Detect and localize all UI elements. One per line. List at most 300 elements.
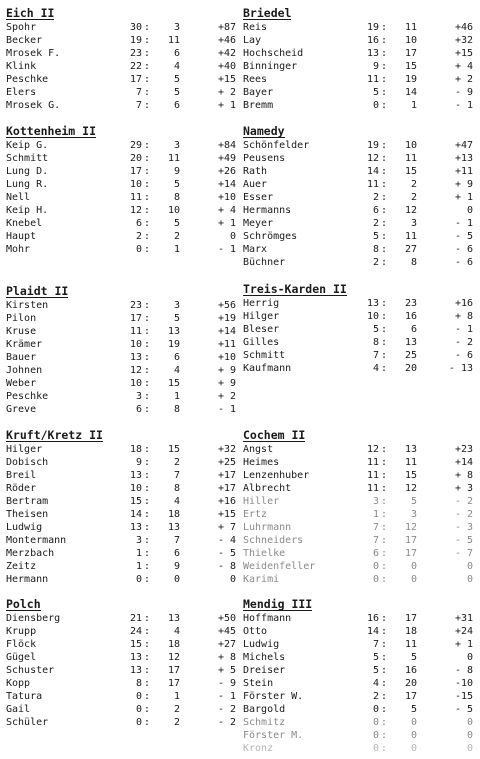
score-separator: : xyxy=(381,100,388,111)
player-row xyxy=(6,612,236,625)
score-separator: : xyxy=(381,231,388,242)
player-name: Ludwig xyxy=(243,639,280,650)
player-row xyxy=(6,534,236,547)
player-row xyxy=(6,547,236,560)
player-name: Stein xyxy=(243,678,274,689)
player-row xyxy=(243,742,473,755)
point-difference: + 8 xyxy=(454,470,473,481)
games-lost: 8 xyxy=(173,404,180,415)
point-difference: + 4 xyxy=(454,61,473,72)
games-won: 7 xyxy=(372,522,379,533)
games-won: 0 xyxy=(135,691,142,702)
player-row xyxy=(6,191,236,204)
point-difference: - 8 xyxy=(454,665,473,676)
player-row xyxy=(243,349,473,362)
games-lost: 2 xyxy=(173,231,180,242)
player-name: Röder xyxy=(6,483,37,494)
score-separator: : xyxy=(144,100,151,111)
point-difference: 0 xyxy=(229,574,236,585)
team-title: Plaidt II xyxy=(6,284,69,298)
score-separator: : xyxy=(144,339,151,350)
point-difference: + 4 xyxy=(217,205,236,216)
games-won: 13 xyxy=(129,470,142,481)
point-difference: +45 xyxy=(217,626,236,637)
point-difference: 0 xyxy=(466,205,473,216)
score-separator: : xyxy=(144,365,151,376)
point-difference: +16 xyxy=(454,298,473,309)
player-row xyxy=(243,456,473,469)
games-lost: 5 xyxy=(410,652,417,663)
point-difference: +14 xyxy=(217,326,236,337)
player-name: Heimes xyxy=(243,457,280,468)
player-name: Bremm xyxy=(243,100,274,111)
player-row xyxy=(243,99,473,112)
games-lost: 6 xyxy=(173,352,180,363)
point-difference: +24 xyxy=(454,626,473,637)
games-lost: 4 xyxy=(173,626,180,637)
games-lost: 18 xyxy=(404,626,417,637)
games-lost: 5 xyxy=(410,496,417,507)
point-difference: +49 xyxy=(217,153,236,164)
player-name: Büchner xyxy=(243,257,286,268)
player-row xyxy=(6,47,236,60)
games-won: 10 xyxy=(129,483,142,494)
games-won: 15 xyxy=(129,496,142,507)
score-separator: : xyxy=(144,179,151,190)
games-lost: 15 xyxy=(404,166,417,177)
score-separator: : xyxy=(144,231,151,242)
point-difference: +26 xyxy=(217,166,236,177)
score-separator: : xyxy=(144,561,151,572)
score-separator: : xyxy=(381,561,388,572)
games-lost: 17 xyxy=(404,613,417,624)
player-row xyxy=(243,191,473,204)
player-name: Kronz xyxy=(243,743,274,754)
player-name: Becker xyxy=(6,35,43,46)
games-lost: 19 xyxy=(167,339,180,350)
score-separator: : xyxy=(381,535,388,546)
games-lost: 0 xyxy=(410,574,417,585)
score-separator: : xyxy=(144,300,151,311)
point-difference: +40 xyxy=(217,61,236,72)
player-row xyxy=(6,86,236,99)
player-row xyxy=(243,60,473,73)
score-separator: : xyxy=(144,613,151,624)
score-separator: : xyxy=(144,652,151,663)
player-name: Hochscheid xyxy=(243,48,304,59)
games-won: 30 xyxy=(129,22,142,33)
games-lost: 1 xyxy=(173,691,180,702)
player-row xyxy=(243,21,473,34)
games-won: 2 xyxy=(372,691,379,702)
games-lost: 0 xyxy=(173,574,180,585)
games-lost: 17 xyxy=(404,48,417,59)
games-lost: 20 xyxy=(404,363,417,374)
games-lost: 17 xyxy=(167,665,180,676)
score-separator: : xyxy=(144,574,151,585)
player-row xyxy=(6,573,236,586)
player-name: Meyer xyxy=(243,218,274,229)
team-title: Mendig III xyxy=(243,597,313,611)
games-lost: 6 xyxy=(173,548,180,559)
score-separator: : xyxy=(381,548,388,559)
player-name: Ertz xyxy=(243,509,268,520)
score-separator: : xyxy=(381,61,388,72)
score-separator: : xyxy=(144,717,151,728)
player-row xyxy=(243,34,473,47)
games-lost: 0 xyxy=(410,561,417,572)
score-separator: : xyxy=(381,457,388,468)
point-difference: +87 xyxy=(217,22,236,33)
player-name: Diensberg xyxy=(6,613,61,624)
point-difference: + 9 xyxy=(217,378,236,389)
player-name: Schüler xyxy=(6,717,49,728)
games-won: 7 xyxy=(372,639,379,650)
games-won: 1 xyxy=(372,509,379,520)
score-separator: : xyxy=(144,457,151,468)
player-row xyxy=(243,310,473,323)
player-row xyxy=(243,612,473,625)
player-row xyxy=(6,482,236,495)
games-lost: 0 xyxy=(410,717,417,728)
score-separator: : xyxy=(381,496,388,507)
player-name: Hoffmann xyxy=(243,613,292,624)
games-lost: 8 xyxy=(410,257,417,268)
score-separator: : xyxy=(144,691,151,702)
point-difference: - 2 xyxy=(217,717,236,728)
player-row xyxy=(243,152,473,165)
games-won: 13 xyxy=(366,298,379,309)
games-lost: 12 xyxy=(404,522,417,533)
point-difference: + 2 xyxy=(217,87,236,98)
point-difference: +17 xyxy=(217,470,236,481)
point-difference: +32 xyxy=(454,35,473,46)
player-row xyxy=(243,495,473,508)
games-lost: 11 xyxy=(404,22,417,33)
games-lost: 11 xyxy=(167,35,180,46)
games-lost: 20 xyxy=(404,678,417,689)
games-won: 23 xyxy=(129,300,142,311)
games-lost: 11 xyxy=(167,153,180,164)
games-won: 29 xyxy=(129,140,142,151)
score-separator: : xyxy=(381,363,388,374)
player-name: Flöck xyxy=(6,639,37,650)
score-separator: : xyxy=(144,244,151,255)
player-row xyxy=(243,139,473,152)
score-separator: : xyxy=(381,350,388,361)
point-difference: - 4 xyxy=(217,535,236,546)
games-won: 0 xyxy=(372,730,379,741)
player-row xyxy=(243,638,473,651)
player-row xyxy=(6,325,236,338)
games-lost: 8 xyxy=(173,483,180,494)
score-separator: : xyxy=(144,205,151,216)
score-separator: : xyxy=(381,483,388,494)
player-row xyxy=(6,495,236,508)
score-separator: : xyxy=(144,626,151,637)
player-name: Peschke xyxy=(6,391,49,402)
games-lost: 6 xyxy=(173,100,180,111)
team-title: Kruft/Kretz II xyxy=(6,428,103,442)
player-name: Gügel xyxy=(6,652,37,663)
score-separator: : xyxy=(381,87,388,98)
player-row xyxy=(243,336,473,349)
games-won: 15 xyxy=(129,639,142,650)
games-won: 16 xyxy=(366,35,379,46)
games-won: 2 xyxy=(372,192,379,203)
point-difference: + 8 xyxy=(454,311,473,322)
player-name: Montermann xyxy=(6,535,67,546)
point-difference: -10 xyxy=(454,678,473,689)
score-separator: : xyxy=(381,613,388,624)
point-difference: - 6 xyxy=(454,244,473,255)
player-name: Zeitz xyxy=(6,561,37,572)
games-won: 11 xyxy=(366,483,379,494)
player-row xyxy=(6,152,236,165)
games-lost: 3 xyxy=(173,300,180,311)
score-separator: : xyxy=(381,743,388,754)
score-separator: : xyxy=(381,22,388,33)
games-won: 8 xyxy=(372,337,379,348)
point-difference: +47 xyxy=(454,140,473,151)
player-row xyxy=(6,390,236,403)
team-title: Briedel xyxy=(243,6,292,20)
player-row xyxy=(6,664,236,677)
games-lost: 8 xyxy=(173,192,180,203)
point-difference: +56 xyxy=(217,300,236,311)
score-separator: : xyxy=(144,522,151,533)
player-name: Förster M. xyxy=(243,730,304,741)
player-name: Hilger xyxy=(243,311,280,322)
player-row xyxy=(243,323,473,336)
player-name: Bertram xyxy=(6,496,49,507)
player-row xyxy=(6,60,236,73)
score-separator: : xyxy=(381,244,388,255)
player-name: Klink xyxy=(6,61,37,72)
point-difference: + 7 xyxy=(217,522,236,533)
point-difference: + 5 xyxy=(217,665,236,676)
score-separator: : xyxy=(381,179,388,190)
player-name: Schuster xyxy=(6,665,55,676)
score-separator: : xyxy=(381,337,388,348)
score-separator: : xyxy=(381,74,388,85)
point-difference: + 1 xyxy=(217,100,236,111)
point-difference: - 1 xyxy=(454,100,473,111)
games-won: 10 xyxy=(129,179,142,190)
player-row xyxy=(243,716,473,729)
player-name: Bayer xyxy=(243,87,274,98)
player-row xyxy=(6,178,236,191)
score-separator: : xyxy=(144,61,151,72)
score-separator: : xyxy=(144,218,151,229)
point-difference: +25 xyxy=(217,457,236,468)
point-difference: - 9 xyxy=(217,678,236,689)
player-name: Kopp xyxy=(6,678,31,689)
point-difference: +31 xyxy=(454,613,473,624)
games-lost: 11 xyxy=(404,153,417,164)
player-row xyxy=(243,729,473,742)
point-difference: +11 xyxy=(454,166,473,177)
games-won: 3 xyxy=(135,391,142,402)
point-difference: 0 xyxy=(466,652,473,663)
team-title: Treis-Karden II xyxy=(243,282,347,296)
score-separator: : xyxy=(144,639,151,650)
point-difference: +23 xyxy=(454,444,473,455)
point-difference: - 6 xyxy=(454,350,473,361)
games-lost: 5 xyxy=(173,179,180,190)
games-lost: 5 xyxy=(173,74,180,85)
games-won: 10 xyxy=(129,378,142,389)
games-lost: 16 xyxy=(404,311,417,322)
player-row xyxy=(6,34,236,47)
games-won: 6 xyxy=(135,404,142,415)
games-lost: 7 xyxy=(173,535,180,546)
games-lost: 16 xyxy=(404,665,417,676)
games-won: 14 xyxy=(366,166,379,177)
point-difference: - 9 xyxy=(454,87,473,98)
score-separator: : xyxy=(381,257,388,268)
games-lost: 19 xyxy=(404,74,417,85)
games-won: 7 xyxy=(372,535,379,546)
games-won: 6 xyxy=(372,548,379,559)
score-separator: : xyxy=(144,548,151,559)
games-won: 18 xyxy=(129,444,142,455)
games-lost: 5 xyxy=(173,218,180,229)
games-lost: 17 xyxy=(404,535,417,546)
games-won: 0 xyxy=(135,717,142,728)
player-row xyxy=(6,21,236,34)
games-won: 4 xyxy=(372,363,379,374)
player-row xyxy=(6,204,236,217)
player-name: Ludwig xyxy=(6,522,43,533)
games-lost: 2 xyxy=(173,704,180,715)
player-row xyxy=(6,443,236,456)
player-name: Förster W. xyxy=(243,691,304,702)
games-lost: 2 xyxy=(410,192,417,203)
point-difference: - 5 xyxy=(454,231,473,242)
point-difference: +14 xyxy=(454,457,473,468)
games-won: 7 xyxy=(135,87,142,98)
games-won: 14 xyxy=(129,509,142,520)
player-row xyxy=(243,217,473,230)
player-name: Lung D. xyxy=(6,166,49,177)
player-row xyxy=(243,677,473,690)
score-separator: : xyxy=(381,704,388,715)
score-separator: : xyxy=(381,35,388,46)
score-separator: : xyxy=(144,22,151,33)
point-difference: - 2 xyxy=(454,337,473,348)
games-won: 0 xyxy=(372,704,379,715)
games-lost: 13 xyxy=(404,444,417,455)
player-name: Marx xyxy=(243,244,268,255)
player-name: Bleser xyxy=(243,324,280,335)
player-name: Gail xyxy=(6,704,31,715)
games-lost: 13 xyxy=(167,326,180,337)
point-difference: - 1 xyxy=(217,691,236,702)
score-separator: : xyxy=(381,665,388,676)
score-separator: : xyxy=(144,352,151,363)
games-won: 0 xyxy=(372,574,379,585)
games-lost: 17 xyxy=(404,548,417,559)
point-difference: + 9 xyxy=(217,365,236,376)
player-name: Weber xyxy=(6,378,37,389)
point-difference: +19 xyxy=(217,313,236,324)
score-separator: : xyxy=(144,665,151,676)
games-won: 10 xyxy=(366,311,379,322)
games-lost: 3 xyxy=(173,140,180,151)
point-difference: +15 xyxy=(217,74,236,85)
player-row xyxy=(243,508,473,521)
games-lost: 13 xyxy=(404,337,417,348)
player-name: Schmitz xyxy=(243,717,286,728)
point-difference: - 2 xyxy=(217,704,236,715)
point-difference: +14 xyxy=(217,179,236,190)
games-lost: 1 xyxy=(173,391,180,402)
score-separator: : xyxy=(144,87,151,98)
player-row xyxy=(243,243,473,256)
score-separator: : xyxy=(144,378,151,389)
score-separator: : xyxy=(381,717,388,728)
games-lost: 4 xyxy=(173,496,180,507)
player-name: Knebel xyxy=(6,218,43,229)
player-name: Gilles xyxy=(243,337,280,348)
player-name: Lenzenhuber xyxy=(243,470,310,481)
games-won: 13 xyxy=(129,522,142,533)
score-separator: : xyxy=(381,218,388,229)
games-lost: 6 xyxy=(410,324,417,335)
games-lost: 2 xyxy=(173,717,180,728)
games-won: 13 xyxy=(129,665,142,676)
point-difference: - 1 xyxy=(454,324,473,335)
games-lost: 13 xyxy=(167,613,180,624)
point-difference: +13 xyxy=(454,153,473,164)
games-won: 3 xyxy=(372,496,379,507)
games-won: 2 xyxy=(372,257,379,268)
games-won: 9 xyxy=(135,457,142,468)
games-lost: 5 xyxy=(410,704,417,715)
games-won: 23 xyxy=(129,48,142,59)
player-name: Theisen xyxy=(6,509,49,520)
games-won: 11 xyxy=(366,470,379,481)
point-difference: - 3 xyxy=(454,522,473,533)
player-name: Spohr xyxy=(6,22,37,33)
player-row xyxy=(6,338,236,351)
games-lost: 9 xyxy=(173,561,180,572)
score-separator: : xyxy=(144,326,151,337)
player-row xyxy=(243,165,473,178)
player-name: Haupt xyxy=(6,231,37,242)
games-won: 3 xyxy=(135,535,142,546)
score-separator: : xyxy=(144,704,151,715)
player-name: Dobisch xyxy=(6,457,49,468)
games-won: 7 xyxy=(135,100,142,111)
games-won: 19 xyxy=(129,35,142,46)
player-row xyxy=(243,469,473,482)
player-row xyxy=(6,651,236,664)
games-lost: 10 xyxy=(167,205,180,216)
point-difference: - 6 xyxy=(454,257,473,268)
games-lost: 23 xyxy=(404,298,417,309)
player-name: Hilger xyxy=(6,444,43,455)
point-difference: +15 xyxy=(454,48,473,59)
player-name: Mrosek G. xyxy=(6,100,61,111)
score-separator: : xyxy=(381,324,388,335)
player-name: Dreiser xyxy=(243,665,286,676)
player-name: Pilon xyxy=(6,313,37,324)
point-difference: + 3 xyxy=(454,483,473,494)
point-difference: - 13 xyxy=(448,363,473,374)
player-name: Schrömges xyxy=(243,231,298,242)
